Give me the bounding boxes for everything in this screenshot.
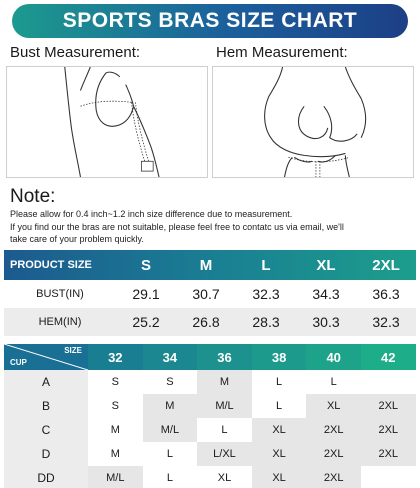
cup-label: D: [4, 442, 88, 466]
table-cell: XL: [252, 466, 307, 488]
table-cell: 2XL: [361, 394, 416, 418]
note-title: Note:: [10, 186, 56, 207]
size-header-xl: XL: [316, 256, 336, 274]
table-cell: L/XL: [197, 442, 252, 466]
size-header-m: M: [199, 256, 213, 274]
band-header: 38: [252, 344, 307, 370]
table-cell: XL: [306, 394, 361, 418]
cup-label: DD: [4, 466, 88, 488]
hem-measurement-title: Hem Measurement:: [216, 44, 348, 61]
table-cell: [361, 370, 416, 394]
product-size-table: [4, 250, 416, 336]
product-size-header: PRODUCT SIZE: [10, 259, 92, 271]
cup-size-table: [4, 344, 416, 488]
note-line: take care of your problem quickly.: [10, 234, 144, 244]
table-cell: M: [88, 442, 143, 466]
table-cell: L: [252, 370, 307, 394]
table-cell: 25.2: [132, 314, 160, 330]
bust-measurement-panel: [6, 42, 208, 180]
hem-figure-icon: [213, 67, 413, 177]
cup-label: C: [4, 418, 88, 442]
table-row: [4, 442, 416, 466]
table-cell: 30.3: [312, 314, 340, 330]
bust-measurement-title: Bust Measurement:: [10, 44, 141, 61]
table-cell: M/L: [197, 394, 252, 418]
band-header: 40: [306, 344, 361, 370]
table-row-hem: [4, 308, 416, 336]
size-header-l: L: [261, 256, 271, 274]
table-cell: 2XL: [306, 418, 361, 442]
table-cell: M/L: [143, 418, 198, 442]
size-header-s: S: [140, 256, 151, 274]
row-label: HEM(IN): [38, 316, 82, 328]
cup-size-corner: [4, 344, 88, 370]
band-header: 34: [143, 344, 198, 370]
table-cell: L: [143, 466, 198, 488]
table-cell: 2XL: [361, 442, 416, 466]
table-cell: 2XL: [306, 442, 361, 466]
row-label: BUST(IN): [36, 288, 84, 300]
size-table-header: [4, 250, 416, 280]
table-cell: XL: [197, 466, 252, 488]
note-line: Please allow for 0.4 inch~1.2 inch size difference due to measurement.: [10, 209, 293, 219]
table-cell: L: [252, 394, 307, 418]
table-cell: M: [88, 418, 143, 442]
table-row: [4, 394, 416, 418]
note-line: If you find our the bras are not suitable, please feel free to contatc us via email, we'll: [10, 221, 344, 232]
table-cell: XL: [252, 442, 307, 466]
table-row: [4, 466, 416, 488]
table-cell: 34.3: [312, 286, 340, 302]
corner-size-label: SIZE: [64, 346, 82, 355]
table-cell: 29.1: [132, 286, 160, 302]
table-cell: 36.3: [372, 286, 400, 302]
table-cell: 26.8: [192, 314, 220, 330]
table-cell: 30.7: [192, 286, 220, 302]
table-cell: M: [143, 394, 198, 418]
band-header: 42: [361, 344, 416, 370]
table-cell: L: [143, 442, 198, 466]
cup-label: B: [4, 394, 88, 418]
cup-label: A: [4, 370, 88, 394]
bust-illustration: [6, 66, 208, 178]
table-cell: XL: [252, 418, 307, 442]
cup-table-header: [4, 344, 416, 370]
chart-title: SPORTS BRAS SIZE CHART: [62, 9, 358, 32]
band-header: 36: [197, 344, 252, 370]
hem-illustration: [212, 66, 414, 178]
bust-figure-icon: [7, 67, 207, 177]
table-cell: L: [197, 418, 252, 442]
table-row: [4, 418, 416, 442]
table-cell: 32.3: [252, 286, 280, 302]
table-cell: 32.3: [372, 314, 400, 330]
table-cell: S: [88, 370, 143, 394]
table-cell: [361, 466, 416, 488]
table-row-bust: [4, 280, 416, 308]
table-row: [4, 370, 416, 394]
table-cell: 2XL: [361, 418, 416, 442]
note-text: [10, 208, 415, 246]
band-header: 32: [88, 344, 143, 370]
chart-title-banner: [12, 4, 408, 38]
table-cell: 2XL: [306, 466, 361, 488]
hem-measurement-panel: [212, 42, 414, 180]
corner-cup-label: CUP: [10, 358, 27, 367]
table-cell: M/L: [88, 466, 143, 488]
table-cell: 28.3: [252, 314, 280, 330]
table-cell: S: [143, 370, 198, 394]
table-cell: S: [88, 394, 143, 418]
size-header-2xl: 2XL: [372, 256, 400, 274]
table-cell: L: [306, 370, 361, 394]
table-cell: M: [197, 370, 252, 394]
